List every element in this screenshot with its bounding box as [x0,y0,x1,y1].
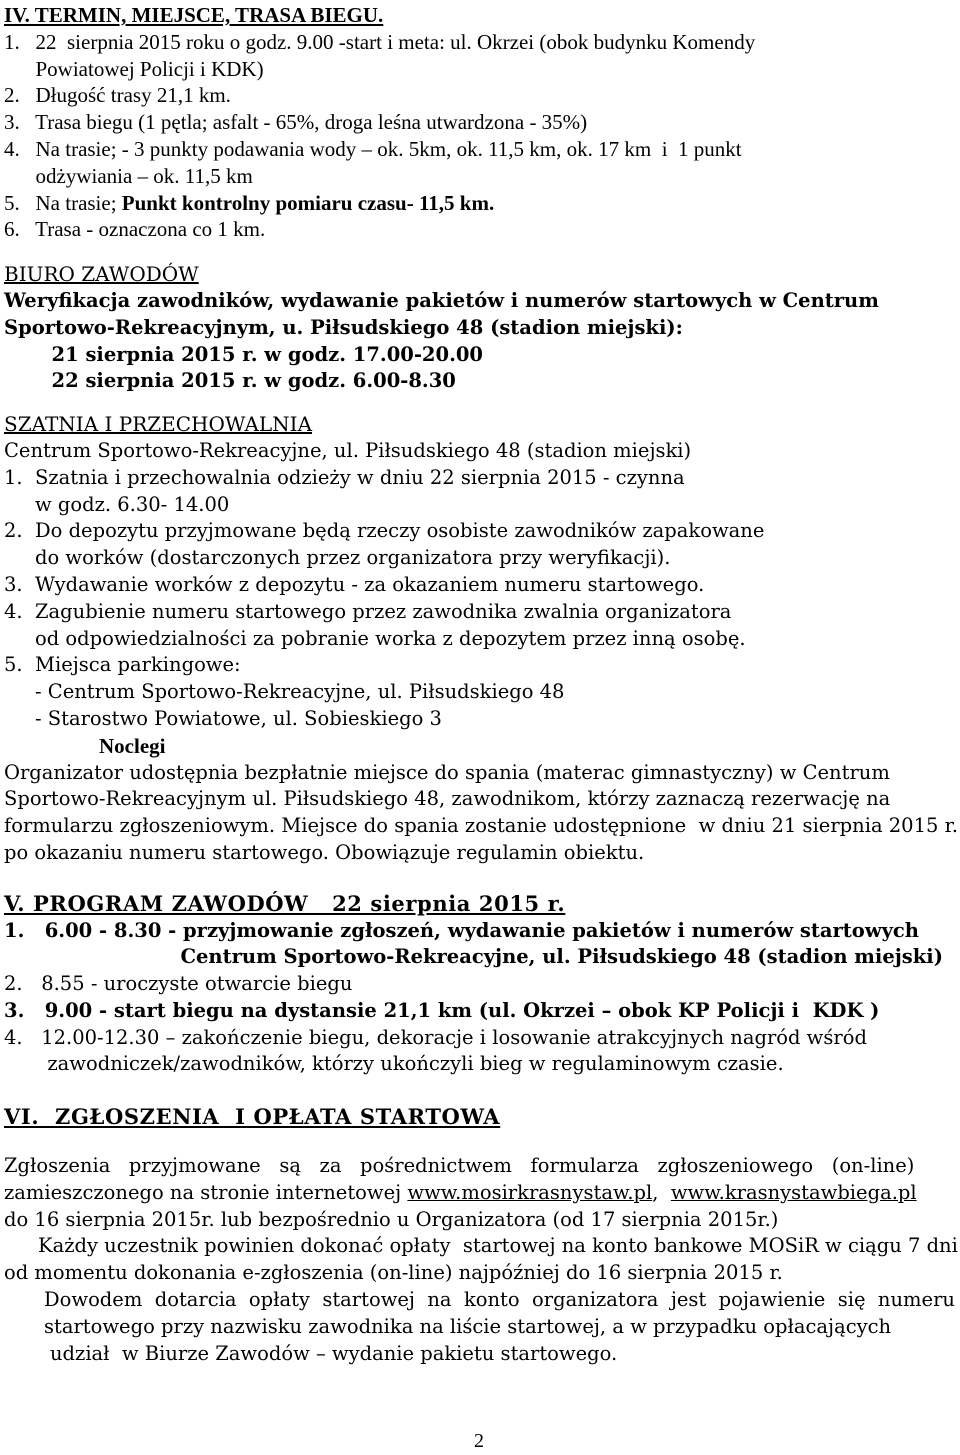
section-iv-line: odżywiania – ok. 11,5 km [4,163,253,188]
item5-prefix: 5. Na trasie; [4,190,122,215]
section-vi-line: udział w Biurze Zawodów – wydanie pakietu startowego. [50,1341,618,1365]
noclegi-line: formularzu zgłoszeniowym. Miejsce do spania zostanie udostępnione w dniu 21 sierpnia 2015 r. [4,814,958,838]
section-vi-line: Zgłoszenia przyjmowane są za pośrednictwem formularza zgłoszeniowego (on-line) [4,1154,915,1178]
section-iv-item5 [4,190,956,217]
noclegi-line: Sportowo-Rekreacyjnym ul. Piłsudskiego 48, zawodnikom, którzy zaznaczą rezerwację na [4,787,891,811]
section-vi-line: od momentu dokonania e-zgłoszenia (on-line) najpóźniej do 16 sierpnia 2015 r. [4,1261,783,1285]
section-vi-line: startowego przy nazwisku zawodnika na liście startowej, a w przypadku opłacających [44,1314,892,1338]
program-item: 2. 8.55 - uroczyste otwarcie biegu [4,972,353,996]
section-v-heading: V. PROGRAM ZAWODÓW 22 sierpnia 2015 r. [4,890,566,916]
noclegi-heading: Noclegi [99,733,166,758]
program-item: 1. 6.00 - 8.30 - przyjmowanie zgłoszeń, wydawanie pakietów i numerów startowych [4,918,919,942]
section-vi-heading: VI. ZGŁOSZENIA I OPŁATA STARTOWA [4,1104,501,1130]
item5-bold: Punkt kontrolny pomiaru czasu- 11,5 km. [121,190,495,215]
section-vi-line: Dowodem dotarcia opłaty startowej na konto organizatora jest pojawienie się numeru [44,1288,955,1312]
biuro-line: Sportowo-Rekreacyjnym, u. Piłsudskiego 48 (stadion miejski): [4,315,683,339]
szatnia-line: 1. Szatnia i przechowalnia odzieży w dniu 22 sierpnia 2015 - czynna [4,465,685,489]
program-item: zawodniczek/zawodników, którzy ukończyli bieg w regulaminowym czasie. [4,1052,784,1076]
noclegi-line: po okazaniu numeru startowego. Obowiązuje regulamin obiektu. [4,840,645,864]
biuro-heading: BIURO ZAWODÓW [4,262,199,287]
document-page [4,2,956,1367]
page-number: 2 [474,1430,484,1452]
section-iv-line: 4. Na trasie; - 3 punkty podawania wody – ok. 5km, ok. 11,5 km, ok. 17 km i 1 punkt [4,136,742,161]
szatnia-line: 3. Wydawanie worków z depozytu - za okazaniem numeru startowego. [4,572,705,596]
program-item: Centrum Sportowo-Rekreacyjne, ul. Piłsudskiego 48 (stadion miejski) [4,945,943,969]
section-vi-links-line [4,1180,956,1207]
szatnia-line: Centrum Sportowo-Rekreacyjne, ul. Piłsudskiego 48 (stadion miejski) [4,438,692,462]
section-iv-item6: 6. Trasa - oznaczona co 1 km. [4,217,266,242]
section-iv-heading: IV. TERMIN, MIEJSCE, TRASA BIEGU. [4,3,384,27]
program-item: 4. 12.00-12.30 – zakończenie biegu, dekoracje i losowanie atrakcyjnych nagród wśród [4,1025,867,1049]
biuro-line: 22 sierpnia 2015 r. w godz. 6.00-8.30 [4,369,456,393]
section-iv-line: Powiatowej Policji i KDK) [4,56,264,81]
szatnia-line: 5. Miejsca parkingowe: [4,653,241,677]
szatnia-line: 4. Zagubienie numeru startowego przez zawodnika zwalnia organizatora [4,599,732,623]
section-iv-line: 3. Trasa biegu (1 pętla; asfalt - 65%, droga leśna utwardzona - 35%) [4,110,588,135]
section-vi-line: do 16 sierpnia 2015r. lub bezpośrednio u Organizatora (od 17 sierpnia 2015r.) [4,1207,779,1231]
biuro-line: 21 sierpnia 2015 r. w godz. 17.00-20.00 [4,342,483,366]
noclegi-line: Organizator udostępnia bezpłatnie miejsce do spania (materac gimnastyczny) w Centrum [4,760,890,784]
section-iv-line: 2. Długość trasy 21,1 km. [4,83,231,108]
szatnia-line: - Starostwo Powiatowe, ul. Sobieskiego 3 [4,706,442,730]
section-iv-line: 1. 22 sierpnia 2015 roku o godz. 9.00 -start i meta: ul. Okrzei (obok budynku Komendy [4,29,756,54]
krasnystawbiega-link[interactable]: www.krasnystawbiega.pl [670,1180,917,1204]
biuro-line: Weryfikacja zawodników, wydawanie pakietów i numerów startowych w Centrum [4,288,879,312]
szatnia-line: w godz. 6.30- 14.00 [4,492,230,516]
link-separator: , [652,1180,671,1204]
links-prefix: zamieszczonego na stronie internetowej [4,1180,408,1204]
szatnia-line: 2. Do depozytu przyjmowane będą rzeczy osobiste zawodników zapakowane [4,519,765,543]
szatnia-line: od odpowiedzialności za pobranie worka z depozytem przez inną osobę. [4,626,746,650]
section-vi-line: Każdy uczestnik powinien dokonać opłaty startowej na konto bankowe MOSiR w ciągu 7 dni [38,1234,958,1258]
szatnia-line: - Centrum Sportowo-Rekreacyjne, ul. Piłsudskiego 48 [4,680,565,704]
program-item: 3. 9.00 - start biegu na dystansie 21,1 km (ul. Okrzei – obok KP Policji i KDK ) [4,998,880,1022]
szatnia-line: do worków (dostarczonych przez organizatora przy weryfikacji). [4,546,671,570]
szatnia-heading: SZATNIA I PRZECHOWALNIA [4,412,313,437]
mosir-link[interactable]: www.mosirkrasnystaw.pl [407,1180,653,1204]
